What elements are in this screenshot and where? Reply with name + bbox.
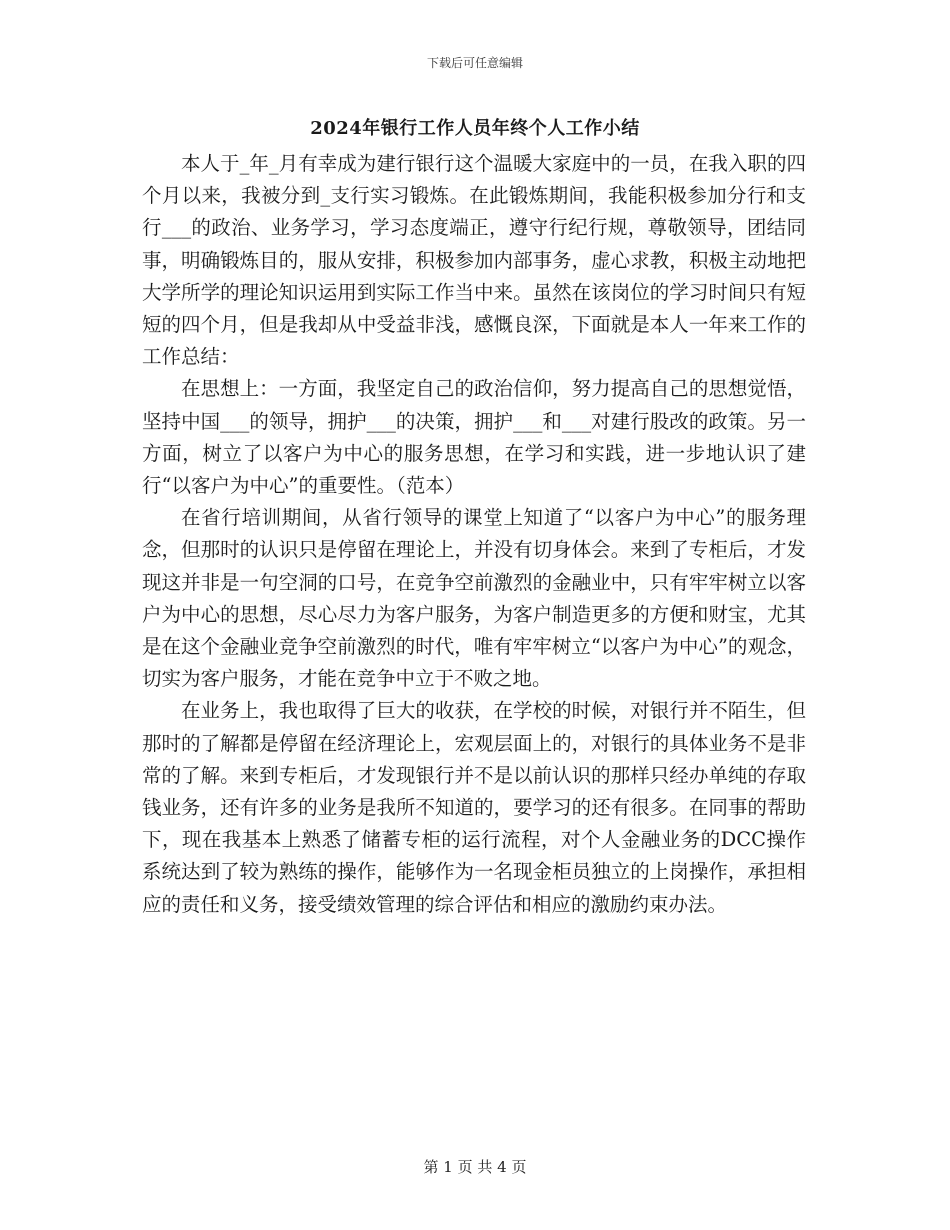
document-body (142, 148, 806, 921)
paragraph-business: 在业务上，我也取得了巨大的收获，在学校的时候，对银行并不陌生，但那时的了解都是停留在经济理论上，宏观层面上的，对银行的具体业务不是非常的了解。来到专柜后，才发现银行并不是以前认识的那样只经办单纯的存取钱业务，还有许多的业务是我所不知道的，要学习的还有很多。在同事的帮助下，现在我基本上熟悉了储蓄专柜的运行流程，对个人金融业务的DCC操作系统达到了较为熟练的操作，能够作为一名现金柜员独立的上岗操作，承担相应的责任和义务，接受绩效管理的综合评估和相应的激励约束办法。 (142, 699, 806, 916)
document-title: 2024年银行工作人员年终个人工作小结 (310, 118, 640, 139)
paragraph-ideology: 在思想上：一方面，我坚定自己的政治信仰，努力提高自己的思想觉悟，坚持中国___的领导，拥护___的决策，拥护___和___对建行股改的政策。另一方面，树立了以客户为中心的服务思想，在学习和实践，进一步地认识了建行“以客户为中心”的重要性。（范本） (142, 377, 806, 498)
paragraph-intro: 本人于_年_月有幸成为建行银行这个温暖大家庭中的一员，在我入职的四个月以来，我被分到_支行实习锻炼。在此锻炼期间，我能积极参加分行和支行___的政治、业务学习，学习态度端正，遵守行纪行规，尊敬领导，团结同事，明确锻炼目的，服从安排，积极参加内部事务，虚心求教，积极主动地把大学所学的理论知识运用到实际工作当中来。虽然在该岗位的学习时间只有短短的四个月，但是我却从中受益非浅，感慨良深，下面就是本人一年来工作的工作总结： (142, 152, 806, 369)
page-number: 第 1 页 共 4 页 (423, 1158, 527, 1176)
paragraph-training: 在省行培训期间，从省行领导的课堂上知道了“以客户为中心”的服务理念，但那时的认识只是停留在理论上，并没有切身体会。来到了专柜后，才发现这并非是一句空洞的口号，在竞争空前激烈的金融业中，只有牢牢树立以客户为中心的思想，尽心尽力为客户服务，为客户制造更多的方便和财宝，尤其是在这个金融业竞争空前激烈的时代，唯有牢牢树立“以客户为中心”的观念，切实为客户服务，才能在竞争中立于不败之地。 (142, 506, 806, 691)
header-note: 下载后可任意编辑 (426, 56, 523, 70)
